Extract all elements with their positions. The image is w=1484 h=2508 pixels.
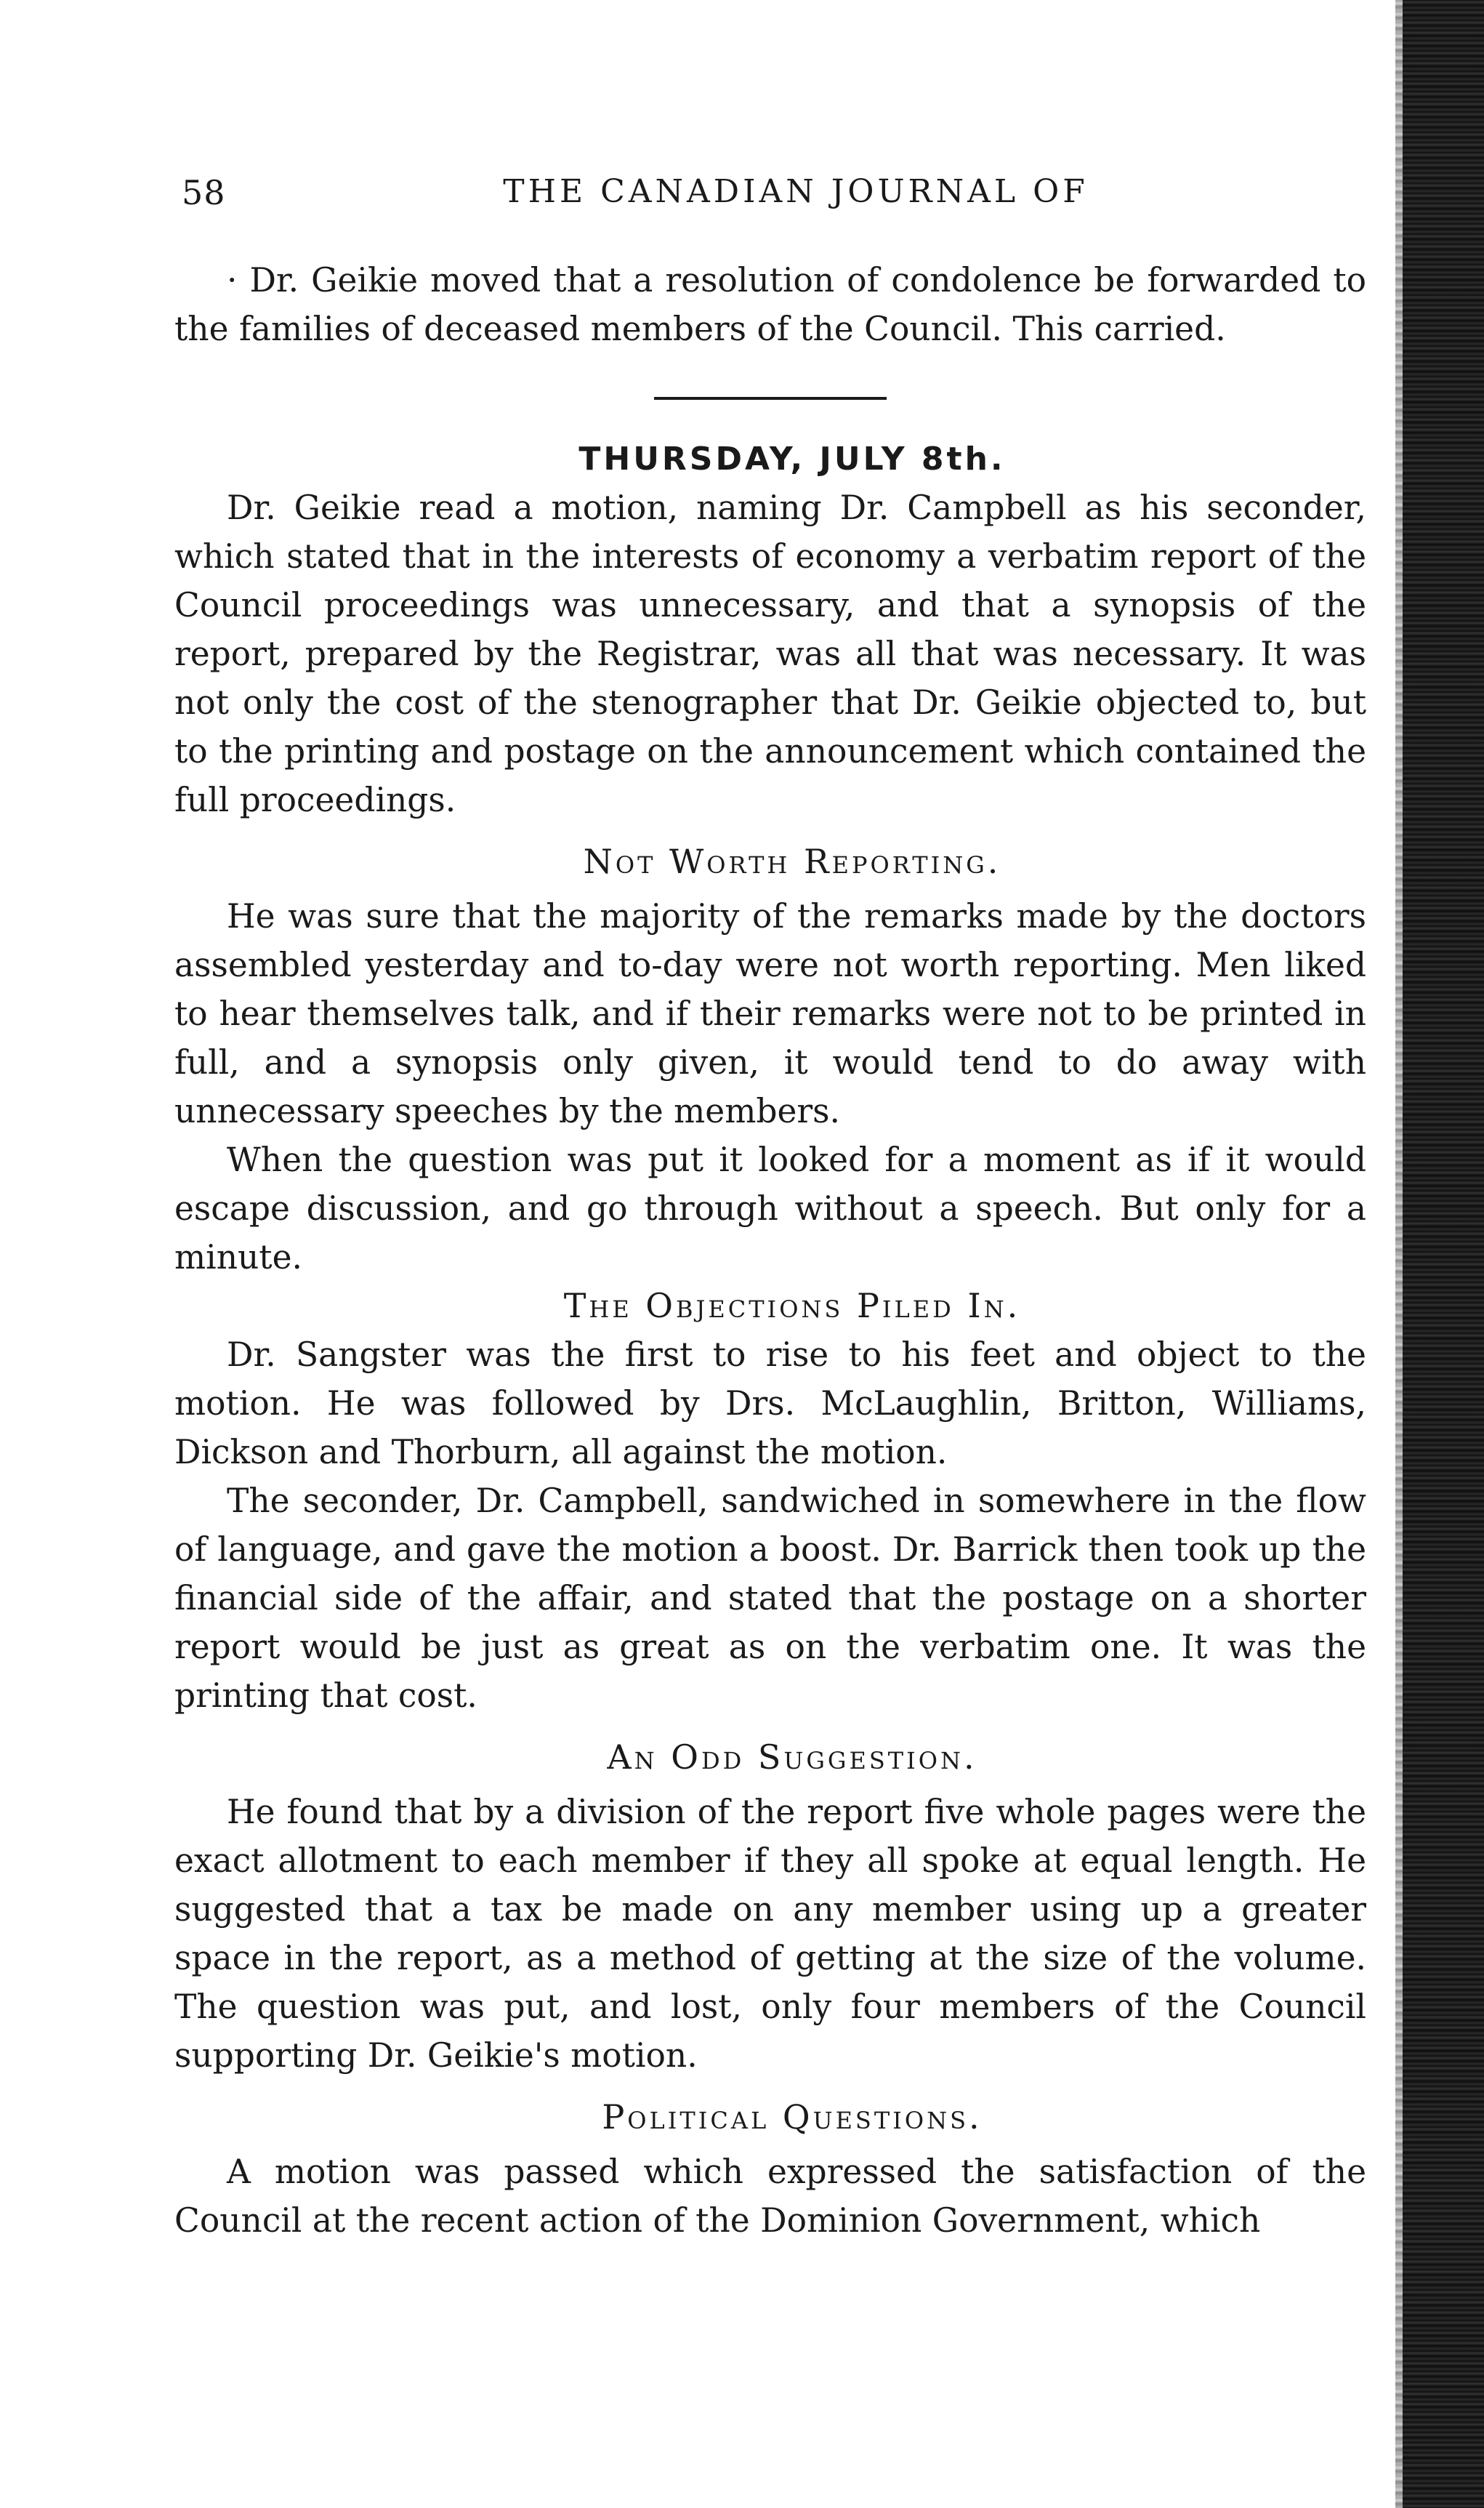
heading-odd-suggestion: An Odd Suggestion. (607, 1737, 977, 1777)
paragraph-majority-remarks: He was sure that the majority of the remarks made by the doctors assembled yesterday and to-day were not worth reporting. Men liked to hear themselves talk, and if their remarks were not to be printed in full, and a synopsis only given, it would tend to do away with unnecessary speeches by the members. (174, 897, 1366, 1130)
paragraph-condolence: · Dr. Geikie moved that a resolution of condolence be forwarded to the families of deceased members of the Council. This carried. (174, 261, 1366, 348)
book-spine-shadow (1403, 0, 1484, 2508)
heading-not-worth-reporting: Not Worth Reporting. (583, 842, 1001, 881)
heading-political-questions: Political Questions. (602, 2097, 983, 2137)
paragraph-motion: Dr. Geikie read a motion, naming Dr. Campbell as his seconder, which stated that in the interests of economy a verbatim report of the Council proceedings was unnecessary, and that a synopsis of the report, prepared by the Registrar, was all that was necessary. It was not only the cost of the stenographer that Dr. Geikie objected to, but to the printing and postage on the announcement which contained the full proceedings. (174, 489, 1366, 819)
paragraph-seconder: The seconder, Dr. Campbell, sandwiched in somewhere in the flow of language, and gave the motion a boost. Dr. Barrick then took up the financial side of the affair, and stated that the postage on a shorter report would be just as great as on the verbatim one. It was the printing that cost. (174, 1482, 1366, 1715)
page-number: 58 (182, 173, 226, 212)
paragraph-question-put: When the question was put it looked for a moment as if it would escape discussion, and go through without a speech. But only for a minute. (174, 1141, 1366, 1277)
page-header (182, 173, 1359, 224)
section-divider (654, 397, 887, 400)
paragraph-dominion: A motion was passed which expressed the satisfaction of the Council at the recent action of the Dominion Government, which (174, 2153, 1366, 2240)
article-body (174, 256, 1366, 2245)
date-heading: THURSDAY, JULY 8th. (578, 441, 1006, 478)
running-title: THE CANADIAN JOURNAL OF (503, 173, 1089, 210)
paragraph-division: He found that by a division of the report five whole pages were the exact allotment to each member if they all spoke at equal length. He suggested that a tax be made on any member using up a greater space in the report, as a method of getting at the size of the volume. The question was put, and lost, only four members of the Council supporting Dr. Geikie's motion. (174, 1793, 1366, 2075)
paragraph-sangster: Dr. Sangster was the first to rise to his feet and object to the motion. He was followed by Drs. McLaughlin, Britton, Williams, Dickson and Thorburn, all against the motion. (174, 1335, 1366, 1471)
heading-objections: The Objections Piled In. (563, 1286, 1021, 1325)
